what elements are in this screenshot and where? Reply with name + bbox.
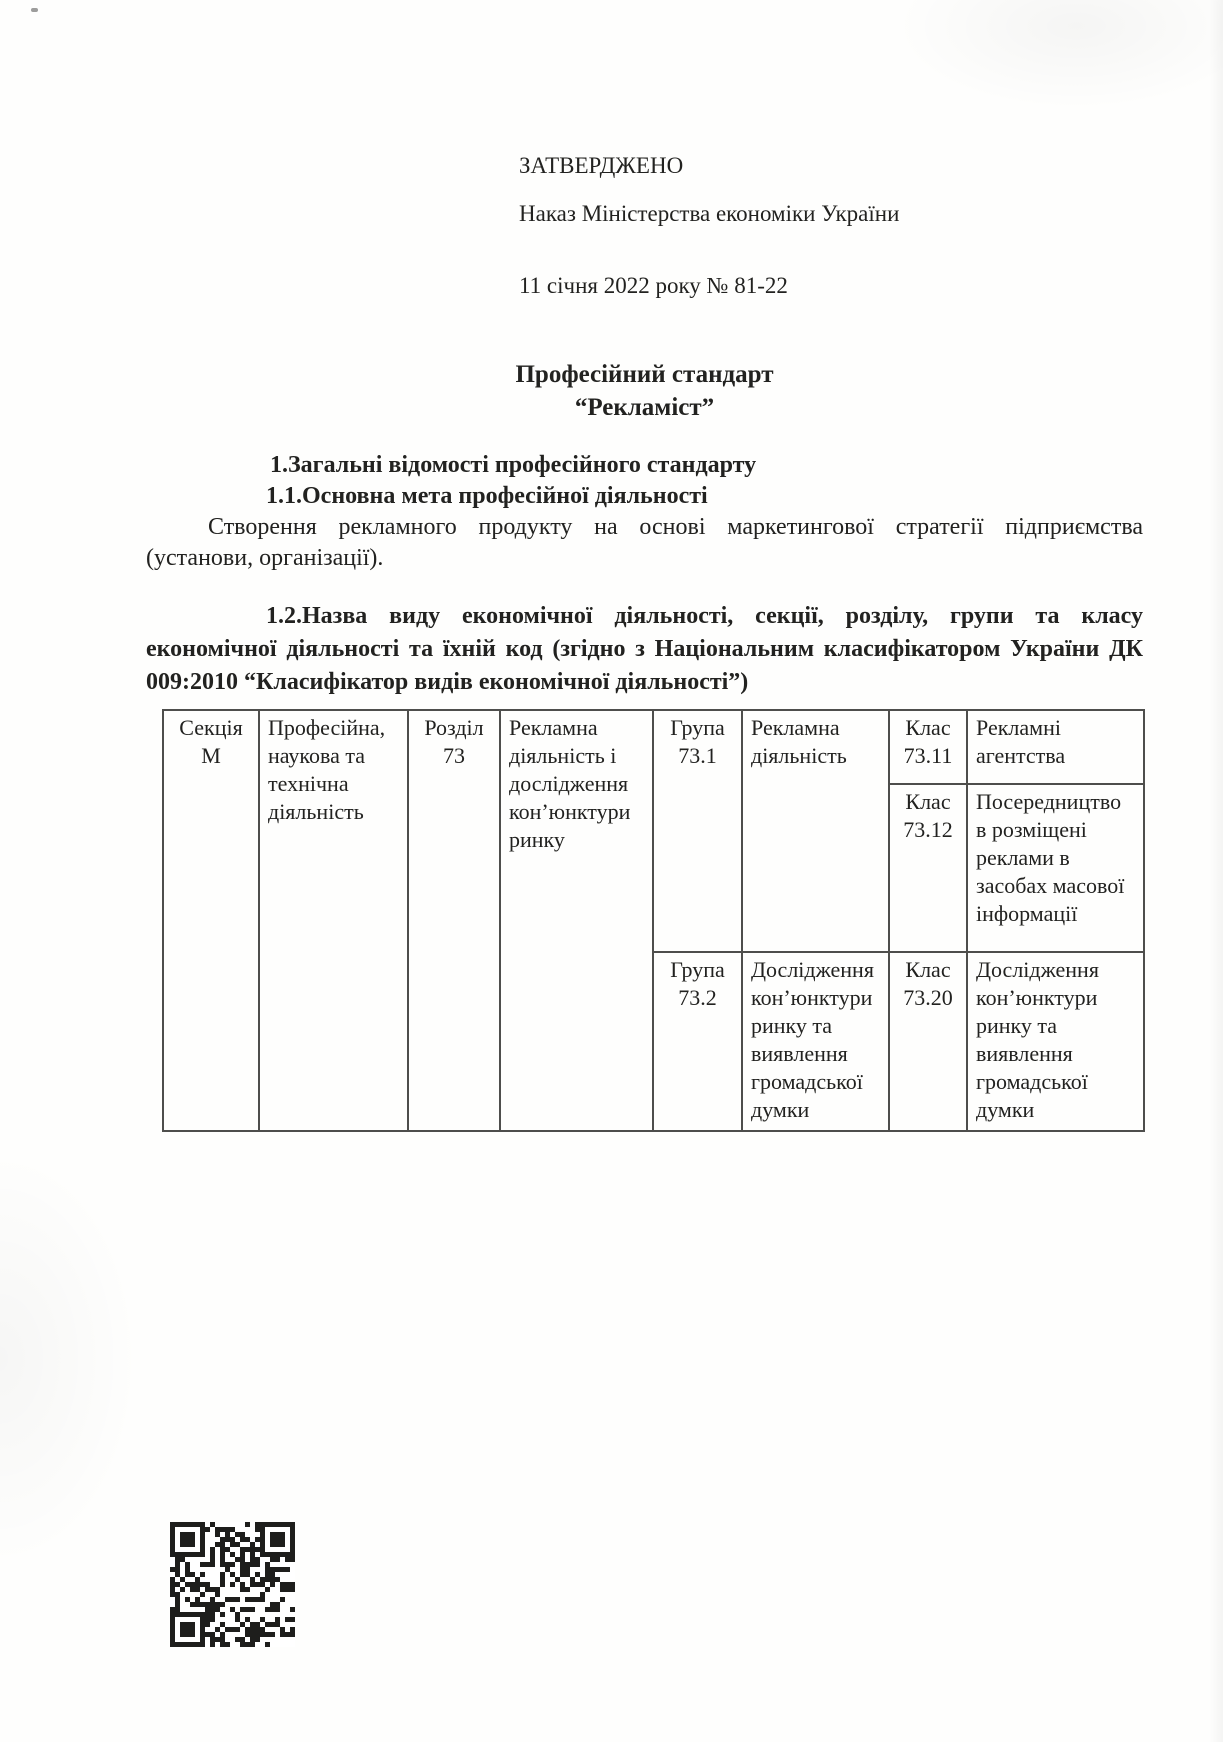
section-1-1-body: Створення рекламного продукту на основі маркетингової стратегії підприємства (установи, організації).: [146, 514, 1143, 571]
group2-code-cell: [653, 952, 742, 1131]
section-name-cell: Професійна, наукова та технічна діяльність: [259, 710, 408, 1131]
qr-code: [170, 1522, 295, 1647]
class12-code: 73.12: [903, 817, 953, 842]
group1-name-cell: Рекламна діяльність: [742, 710, 889, 952]
group2-name-cell: Дослідження кон’юнктури ринку та виявлення громадської думки: [742, 952, 889, 1131]
division-label: Розділ: [424, 715, 484, 740]
table-row: [163, 710, 1144, 784]
class11-name-cell: Рекламні агентства: [967, 710, 1144, 784]
section-1-1-heading: [146, 481, 1143, 512]
section-1-heading: [146, 450, 1143, 481]
group2-label: Група: [670, 957, 725, 982]
class20-code-cell: [889, 952, 967, 1131]
section-label: Секція: [179, 715, 243, 740]
class11-code-cell: [889, 710, 967, 784]
section-1-1-number: 1.1.: [266, 483, 302, 509]
section-1-2-title: Назва виду економічної діяльності, секції, розділу, групи та класу економічної діяльності та їхній код (згідно з Національним класифікатором України ДК 009:2010 “Класифікатор видів економічної діяльності”): [146, 603, 1143, 695]
section-1-number: 1.: [270, 452, 288, 478]
group1-code: 73.1: [678, 743, 717, 768]
group2-code: 73.2: [678, 985, 717, 1010]
class12-code-cell: [889, 784, 967, 952]
section-1-1-title: Основна мета професійної діяльності: [302, 483, 708, 509]
class12-name-cell: Посередництво в розміщені реклами в засобах масової інформації: [967, 784, 1144, 952]
class20-name-cell: Дослідження кон’юнктури ринку та виявлення громадської думки: [967, 952, 1144, 1131]
approval-block: [519, 152, 1143, 300]
document-title: [146, 358, 1143, 424]
approval-order-date: 11 січня 2022 року № 81-22: [519, 273, 788, 298]
class20-label: Клас: [905, 957, 951, 982]
section-1-title: Загальні відомості професійного стандарту: [288, 452, 757, 478]
section-code: М: [201, 743, 221, 768]
scan-artifact: [31, 8, 38, 12]
division-code: 73: [443, 743, 465, 768]
class12-label: Клас: [905, 789, 951, 814]
class11-code: 73.11: [903, 743, 953, 768]
division-code-cell: [408, 710, 500, 1131]
section-1-2-number: 1.2.: [266, 603, 302, 629]
division-name-cell: Рекламна діяльність і дослідження кон’юнктури ринку: [500, 710, 653, 1131]
section-1-2-heading: [146, 600, 1143, 699]
document-title-line1: Професійний стандарт: [515, 361, 774, 388]
document-content: [146, 152, 1143, 1132]
classification-table: [162, 709, 1145, 1132]
document-title-line2: “Рекламіст”: [574, 394, 715, 421]
class20-code: 73.20: [903, 985, 953, 1010]
section-code-cell: [163, 710, 259, 1131]
approval-stamp: ЗАТВЕРДЖЕНО: [519, 153, 684, 178]
group1-code-cell: [653, 710, 742, 952]
approval-authority: Наказ Міністерства економіки України: [519, 201, 900, 226]
class11-label: Клас: [905, 715, 951, 740]
group1-label: Група: [670, 715, 725, 740]
